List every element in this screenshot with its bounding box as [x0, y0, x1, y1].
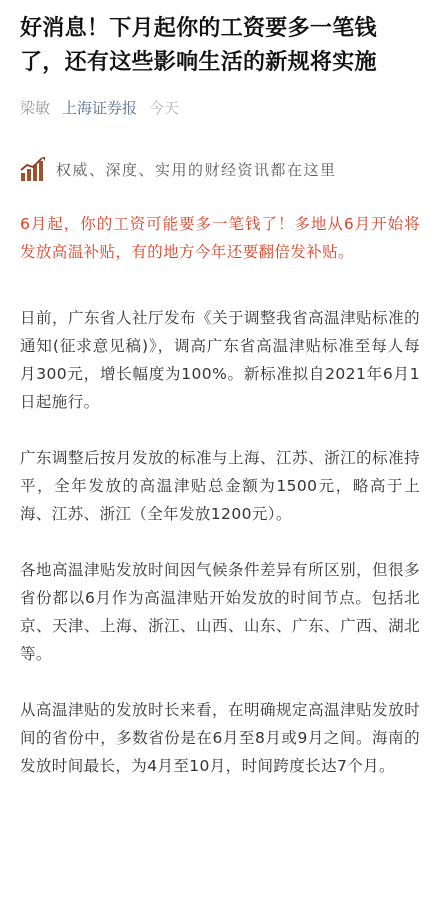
banner-tagline: 权威、深度、实用的财经资讯都在这里 [56, 160, 337, 179]
intro-banner [20, 156, 420, 182]
source-link[interactable]: 上海证券报 [62, 99, 138, 117]
body-paragraph: 广东调整后按月发放的标准与上海、江苏、浙江的标准持平，全年发放的高温津贴总金额为1500元，略高于上海、江苏、浙江（全年发放1200元）。 [20, 449, 420, 523]
article-title: 好消息！下月起你的工资要多一笔钱了，还有这些影响生活的新规将实施 [20, 16, 377, 75]
body-paragraph: 各地高温津贴发放时间因气候条件差异有所区别，但很多省份都以6月作为高温津贴开始发放的时间节点。包括北京、天津、上海、浙江、山西、山东、广东、广西、湖北等。 [20, 561, 420, 663]
publish-time: 今天 [149, 99, 180, 117]
author-name: 梁敏 [20, 99, 51, 117]
article-meta [20, 98, 420, 118]
body-paragraph: 日前，广东省人社厅发布《关于调整我省高温津贴标准的通知(征求意见稿)》，调高广东省高温津贴标准至每人每月300元，增长幅度为100%。新标准拟自2021年6月1日起施行。 [20, 309, 420, 411]
lead-paragraph: 6月起，你的工资可能要多一笔钱了！多地从6月开始将发放高温补贴，有的地方今年还要翻倍发补贴。 [20, 215, 420, 261]
rising-chart-icon [20, 156, 46, 182]
body-paragraph: 从高温津贴的发放时长来看，在明确规定高温津贴发放时间的省份中，多数省份是在6月至8月或9月之间。海南的发放时间最长，为4月至10月，时间跨度长达7个月。 [20, 701, 420, 775]
